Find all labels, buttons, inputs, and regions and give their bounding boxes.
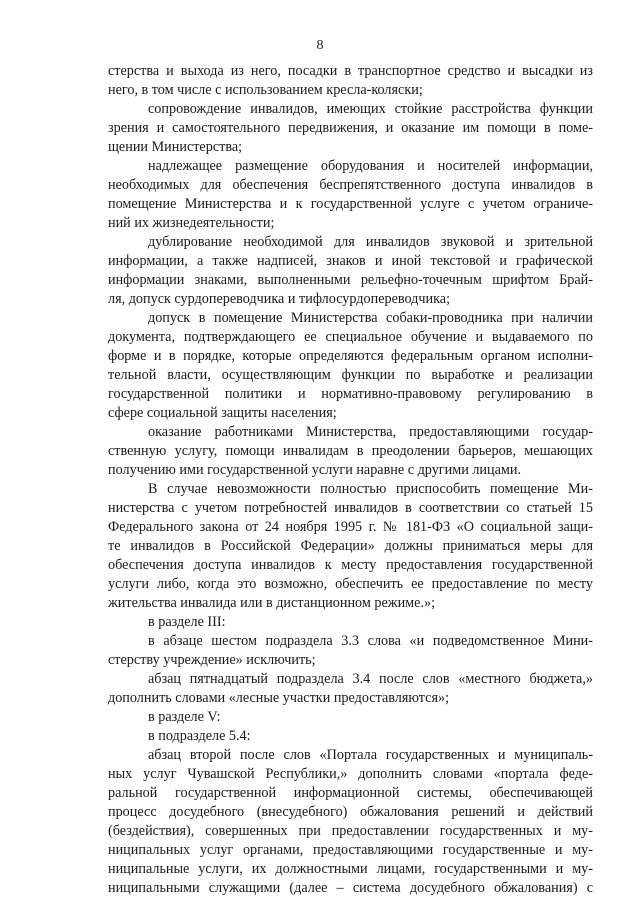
text-line: дублирование необходимой для инвалидов звуковой и зрительной [148, 234, 593, 250]
text-line: сопровождение инвалидов, имеющих стойкие расстройства функции [148, 101, 593, 117]
text-line: ниципальными служащими (далее – система досудебного обжалования) с [108, 880, 593, 896]
text-line: помещение Министерства и к государственной услуге с учетом ограниче- [108, 196, 593, 212]
text-line: обеспечения доступа инвалидов к месту предоставления государственной [108, 557, 593, 573]
text-line: дополнить словами «лесные участки предоставляются»; [108, 690, 450, 706]
text-line: допуск в помещение Министерства собаки-проводника при наличии [148, 310, 593, 326]
text-line: информации знаками, выполненными рельефно-точечным шрифтом Брай- [108, 272, 593, 288]
text-line: ральной государственной информационной системы, обеспечивающей [108, 785, 593, 801]
text-line: ниципальные услуги, их должностными лицами, государственными и му- [108, 861, 593, 877]
text-line: ниципальных услуг органами, предоставляющими государственные и му- [108, 842, 593, 858]
text-line: в разделе V: [148, 709, 221, 725]
text-line: (бездействия), совершенных при предоставлении государственных и му- [108, 823, 593, 839]
text-line: стерству учреждение» исключить; [108, 652, 316, 668]
text-line: оказание работниками Министерства, предоставляющими государ- [148, 424, 593, 440]
text-line: получению ими государственной услуги наравне с другими лицами. [108, 462, 522, 478]
page-number: 8 [316, 38, 324, 53]
text-line: надлежащее размещение оборудования и носителей информации, [148, 158, 593, 174]
text-line: ний их жизнедеятельности; [108, 215, 275, 231]
text-line: В случае невозможности полностью приспособить помещение Ми- [148, 481, 593, 497]
text-line: Федерального закона от 24 ноября 1995 г. № 181-ФЗ «О социальной защи- [108, 519, 593, 535]
text-line: зрения и самостоятельного передвижения, и оказание им помощи в поме- [108, 120, 593, 136]
text-line: сфере социальной защиты населения; [108, 405, 337, 421]
document-body [108, 62, 593, 898]
text-line: форме и в порядке, которые определяются федеральным органом исполни- [108, 348, 593, 364]
text-line: абзац второй после слов «Портала государственных и муниципаль- [148, 747, 593, 763]
text-line: щении Министерства; [108, 139, 243, 155]
text-line: в абзаце шестом подраздела 3.3 слова «и подведомственное Мини- [148, 633, 593, 649]
text-line: ственную услугу, помощи инвалидам в преодолении барьеров, мешающих [108, 443, 593, 459]
text-line: государственной политики и нормативно-правовому регулированию в [108, 386, 593, 402]
text-line: информации, а также надписей, знаков и иной текстовой и графической [108, 253, 593, 269]
text-line: абзац пятнадцатый подраздела 3.4 после слов «местного бюджета,» [148, 671, 593, 687]
text-line: тельной власти, осуществляющим функции по выработке и реализации [108, 367, 593, 383]
text-line: услуги либо, когда это возможно, обеспечить ее предоставление по месту [108, 576, 593, 592]
text-line: документа, подтверждающего ее специальное обучение и выдаваемого по [108, 329, 593, 345]
text-line: жительства инвалида или в дистанционном режиме.»; [108, 595, 436, 611]
text-line: него, в том числе с использованием кресла-коляски; [108, 82, 423, 98]
text-line: ных услуг Чувашской Республики,» дополнить словами «портала феде- [108, 766, 593, 782]
text-line: стерства и выхода из него, посадки в транспортное средство и высадки из [108, 63, 593, 79]
text-line: те инвалидов в Российской Федерации» должны приниматься меры для [108, 538, 593, 554]
text-line: в разделе III: [148, 614, 226, 630]
text-line: в подразделе 5.4: [148, 728, 251, 744]
text-line: процесс досудебного (внесудебного) обжалования решений и действий [108, 804, 593, 820]
text-line: ля, допуск сурдопереводчика и тифлосурдопереводчика; [108, 291, 451, 307]
text-line: необходимых для обеспечения беспрепятственного доступа инвалидов в [108, 177, 593, 193]
text-line: нистерства с учетом потребностей инвалидов в соответствии со статьей 15 [108, 500, 593, 516]
